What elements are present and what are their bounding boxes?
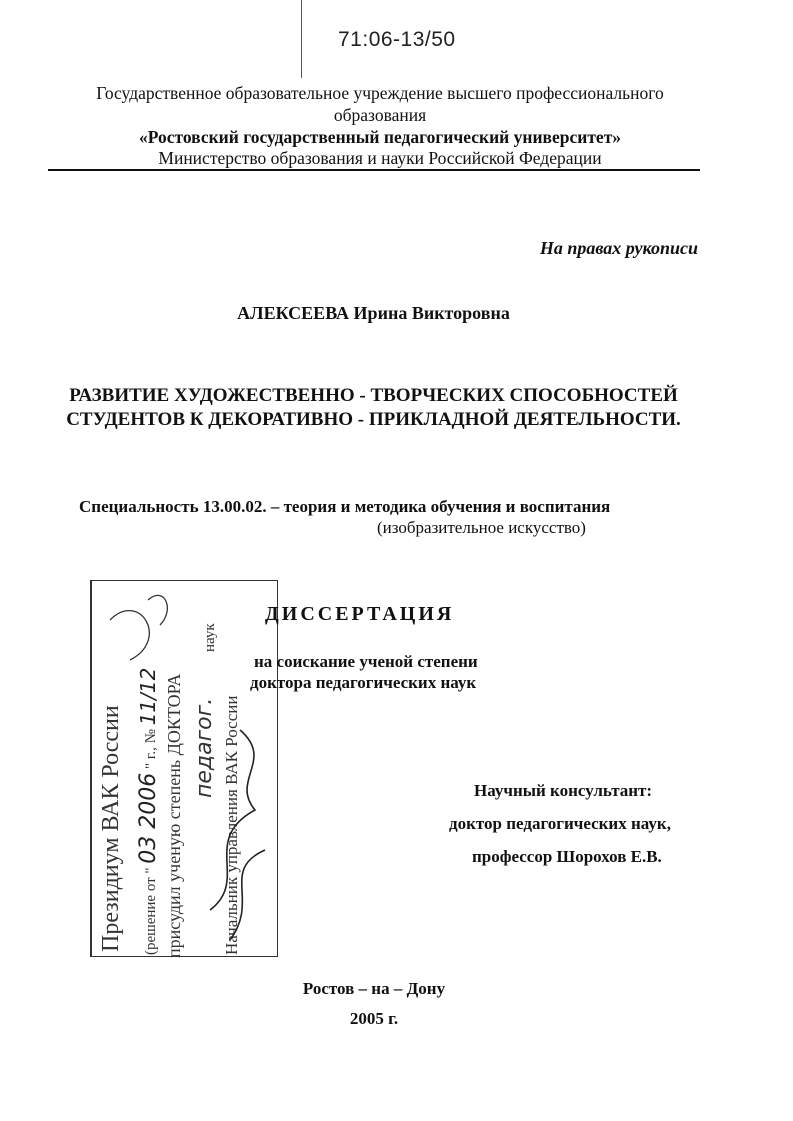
archive-code: 71:06-13/50	[338, 28, 456, 51]
title-line-1: РАЗВИТИЕ ХУДОЖЕСТВЕННО - ТВОРЧЕСКИХ СПОСОБНОСТЕЙ	[69, 385, 678, 406]
consultant-name: профессор Шорохов Е.В.	[472, 847, 662, 866]
stamp-hand-number: 11/12	[136, 667, 160, 726]
scan-mark-line	[301, 0, 302, 78]
degree-line-1: на соискание ученой степени	[254, 652, 478, 671]
stamp-nauk: наук	[202, 623, 218, 652]
manuscript-note: На правах рукописи	[539, 238, 698, 258]
stamp-head: Начальник управления ВАК России	[222, 695, 241, 955]
year: 2005 г.	[349, 1009, 399, 1028]
consultant-degree: доктор педагогических наук,	[449, 814, 671, 833]
title-line-2: СТУДЕНТОВ К ДЕКОРАТИВНО - ПРИКЛАДНОЙ ДЕЯТЕЛЬНОСТИ.	[66, 409, 681, 430]
dissertation-degree	[250, 651, 478, 693]
footer	[0, 974, 748, 1034]
institution-line-2: образования	[333, 105, 427, 125]
dissertation-title	[0, 384, 747, 432]
specialty-subline: (изобразительное искусство)	[377, 518, 586, 537]
consultant-label: Научный консультант:	[474, 781, 653, 800]
stamp-decision-number-label: " г., №	[143, 729, 159, 769]
city: Ростов – на – Дону	[302, 979, 446, 998]
stamp-decision-label: (решение от "	[143, 867, 159, 955]
stamp-hand-field: педагог.	[192, 697, 217, 798]
university-name: «Ростовский государственный педагогический университет»	[138, 127, 622, 147]
stamp-degree: присудил ученую степень ДОКТОРА	[164, 673, 184, 958]
author-name: АЛЕКСЕЕВА Ирина Викторовна	[237, 303, 510, 323]
header-divider	[48, 169, 700, 171]
ministry-name: Министерство образования и науки Российской Федерации	[158, 148, 602, 168]
dissertation-heading: ДИССЕРТАЦИЯ	[265, 603, 455, 625]
institution-line-1: Государственное образовательное учреждение высшего профессионального	[96, 83, 664, 103]
specialty-line: Специальность 13.00.02. – теория и методика обучения и воспитания	[79, 497, 611, 516]
degree-line-2: доктора педагогических наук	[250, 673, 477, 692]
vak-stamp	[90, 580, 280, 962]
stamp-signature	[90, 580, 280, 962]
stamp-presidium: Президиум ВАК России	[98, 705, 124, 952]
stamp-hand-date: 03 2006	[136, 772, 161, 864]
